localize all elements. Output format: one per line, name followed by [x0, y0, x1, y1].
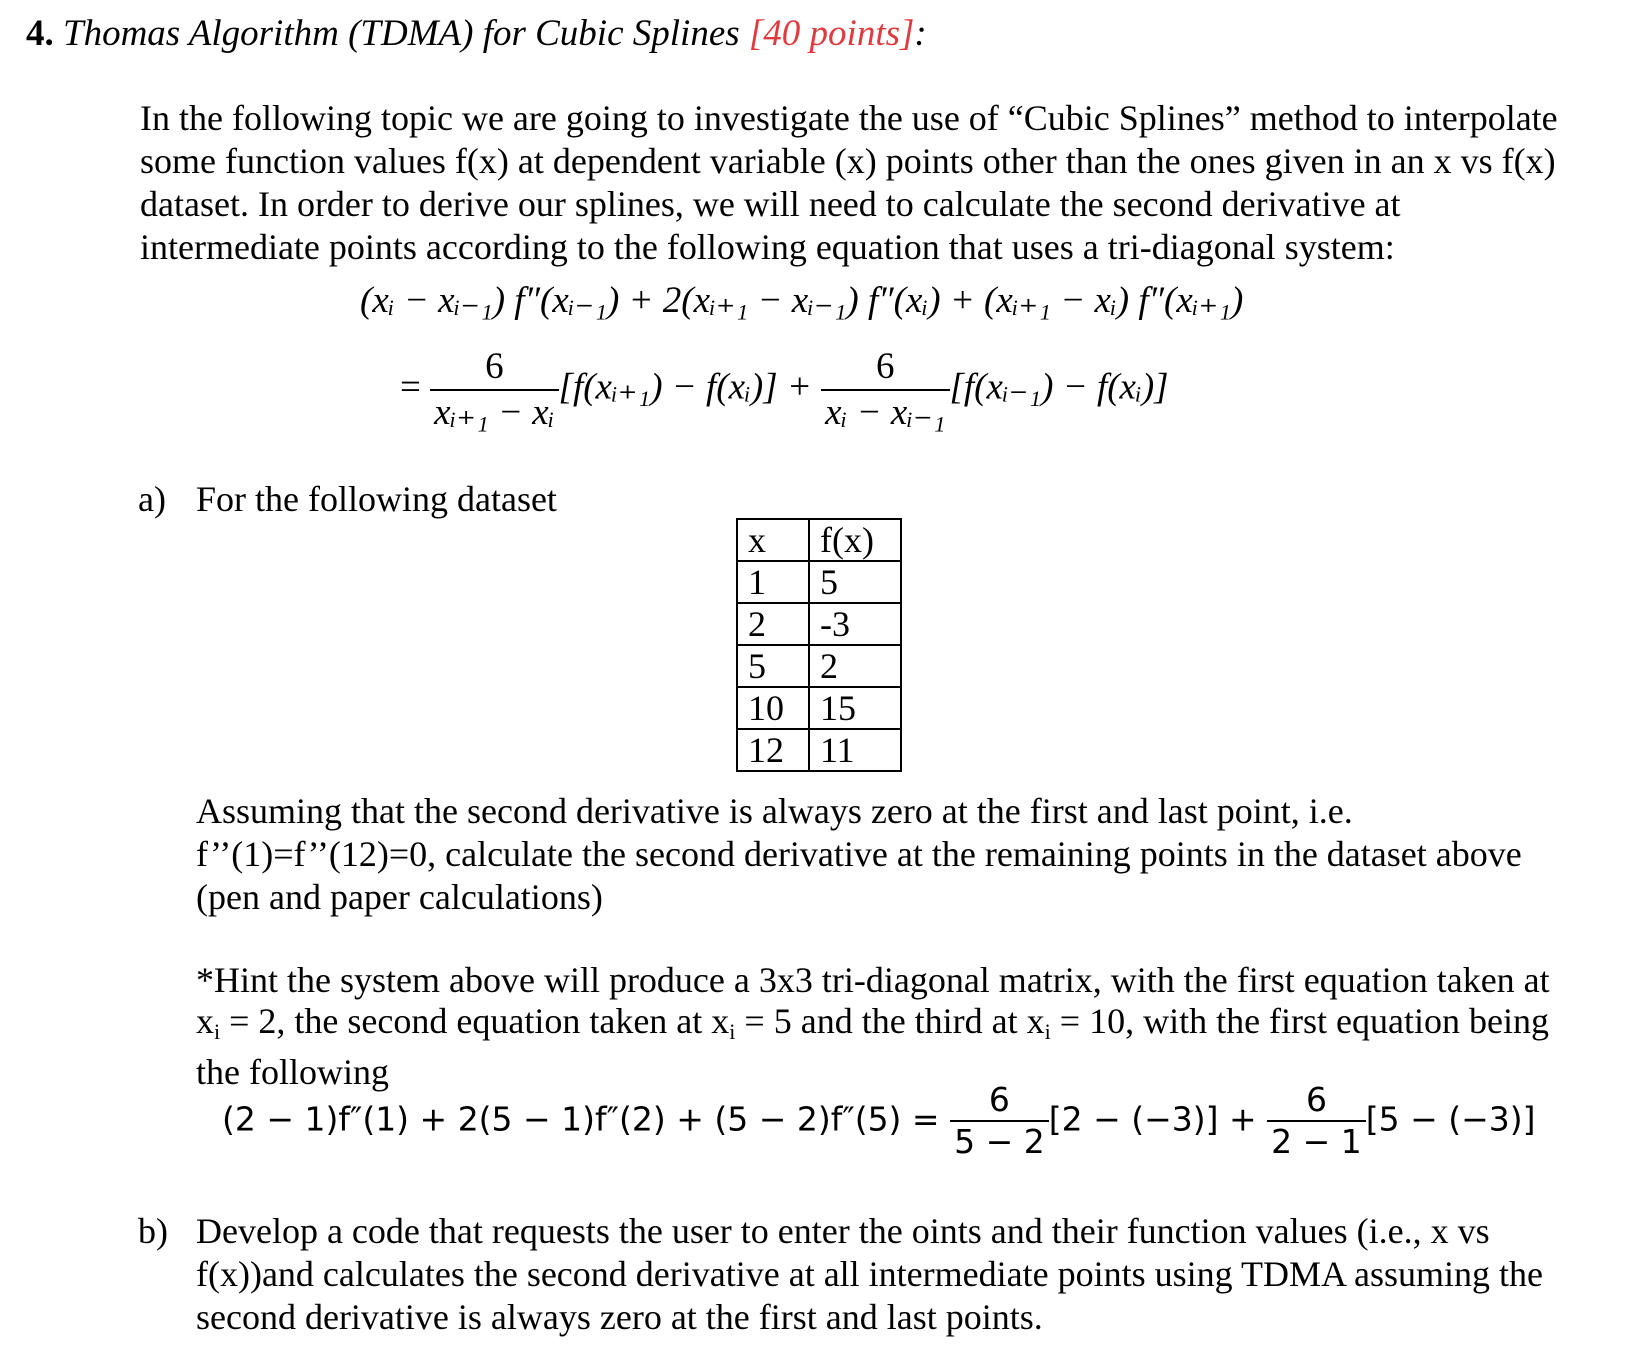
hint-line: *Hint the system above will produce a 3x3 tri-diagonal matrix, with the first equation taken at — [196, 960, 1550, 1000]
assumption-line: Assuming that the second derivative is always zero at the first and last point, i.e. — [196, 791, 1353, 831]
example-end: [5 − (−3)] — [1365, 1099, 1536, 1139]
table-cell: 2 — [809, 645, 901, 687]
question-number: 4. — [26, 13, 54, 54]
table-cell: 11 — [809, 729, 901, 771]
part-a-heading — [138, 478, 557, 520]
bracket-term-2: [f(xᵢ₋₁) − f(xᵢ)] — [949, 366, 1169, 408]
fraction-1: $\frac{6}{\text{xᵢ₊₁ − xᵢ}}$ — [430, 345, 558, 435]
tridiagonal-equation-rhs — [400, 345, 1169, 435]
table-header: x — [737, 519, 809, 561]
example-equation — [222, 1080, 1536, 1162]
part-b-label: b) — [138, 1211, 168, 1251]
intro-line: In the following topic we are going to investigate the use of “Cubic Splines” method to interpolate — [140, 98, 1558, 138]
part-b-line: Develop a code that requests the user to enter the oints and their function values (i.e., x vs — [196, 1211, 1490, 1251]
assumption-line: f’’(1)=f’’(12)=0, calculate the second derivative at the remaining points in the dataset above — [196, 834, 1522, 874]
table-row — [737, 729, 901, 771]
hint-line: $x_i = 2$, the second equation taken at $x_i = 5$ and the third at $x_i = 10$, with the first equation being — [196, 1001, 1549, 1044]
tridiagonal-equation-lhs: (xᵢ − xᵢ₋₁) f″(xᵢ₋₁) + 2(xᵢ₊₁ − xᵢ₋₁) f″(xᵢ) + (xᵢ₊₁ − xᵢ) f″(xᵢ₊₁) — [360, 280, 1244, 321]
dataset-table — [736, 518, 902, 772]
intro-line: intermediate points according to the following equation that uses a tri-diagonal system: — [140, 227, 1395, 267]
table-cell: 1 — [737, 561, 809, 603]
question-title: 4. Thomas Algorithm (TDMA) for Cubic Splines [40 points]: — [26, 13, 927, 54]
table-cell: -3 — [809, 603, 901, 645]
table-header-row — [737, 519, 901, 561]
table-row — [737, 561, 901, 603]
hint-line: the following — [196, 1052, 389, 1092]
example-fraction-1: $\frac{6}{5 - 2}$ — [950, 1080, 1049, 1162]
hint-paragraph — [196, 960, 1550, 1093]
part-b-line: f(x))and calculates the second derivative at all intermediate points using TDMA assuming the — [196, 1254, 1543, 1294]
part-b-line: second derivative is always zero at the first and last points. — [196, 1297, 1043, 1337]
table-cell: 5 — [809, 561, 901, 603]
table-cell: 12 — [737, 729, 809, 771]
table-row — [737, 645, 901, 687]
table-cell: 10 — [737, 687, 809, 729]
question-heading: Thomas Algorithm (TDMA) for Cubic Splines — [63, 13, 740, 54]
table-cell: 15 — [809, 687, 901, 729]
assumption-line: (pen and paper calculations) — [196, 877, 603, 917]
example-mid: [2 − (−3)] + — [1048, 1099, 1257, 1139]
part-a-label: a) — [138, 479, 166, 519]
table-cell: 2 — [737, 603, 809, 645]
intro-line: dataset. In order to derive our splines, we will need to calculate the second derivative at — [140, 184, 1401, 224]
part-b — [138, 1210, 1543, 1339]
table-row — [737, 603, 901, 645]
table-cell: 5 — [737, 645, 809, 687]
points-badge: [40 points] — [748, 13, 915, 54]
intro-paragraph — [140, 97, 1558, 269]
fraction-2: $\frac{6}{\text{xᵢ − xᵢ₋₁}}$ — [821, 345, 949, 435]
equals-sign: = — [400, 366, 421, 408]
assumption-paragraph — [196, 790, 1522, 919]
example-lhs: (2 − 1)f″(1) + 2(5 − 1)f″(2) + (5 − 2)f″(5) = — [222, 1099, 940, 1139]
part-a-lead: For the following dataset — [196, 479, 557, 519]
table-header: f(x) — [809, 519, 901, 561]
bracket-term-1: [f(xᵢ₊₁) − f(xᵢ)] + — [558, 366, 812, 408]
table-row — [737, 687, 901, 729]
intro-line: some function values f(x) at dependent variable (x) points other than the ones given in an x vs f(x) — [140, 141, 1556, 181]
example-fraction-2: $\frac{6}{2 - 1}$ — [1267, 1080, 1366, 1162]
